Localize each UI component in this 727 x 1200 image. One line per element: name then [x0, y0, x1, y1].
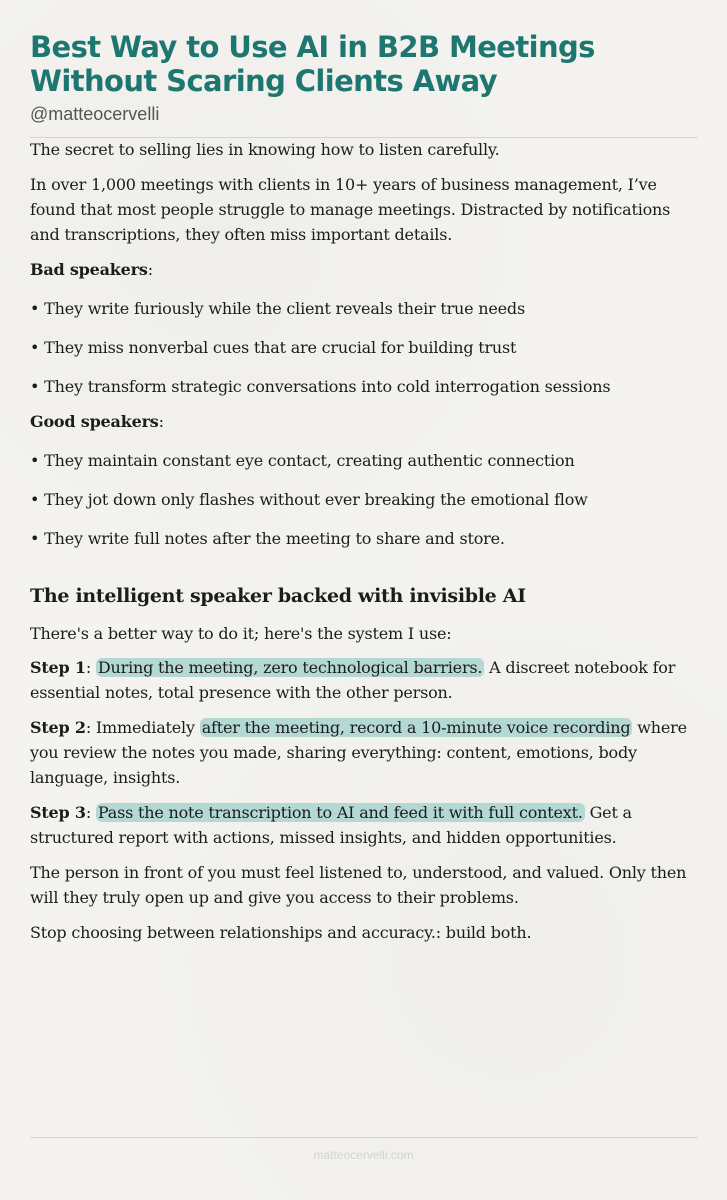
section-heading: The intelligent speaker backed with invisible AI [30, 584, 526, 607]
step-1-label: Step 1 [30, 658, 86, 678]
section-lead: There's a better way to do it; here's the system I use: [30, 623, 452, 643]
step-2 [30, 716, 698, 791]
closing-paragraph-2: Stop choosing between relationships and accuracy.: build both. [30, 923, 532, 943]
good-speakers-label: Good speakers [30, 412, 159, 432]
bullet-glyph: • [30, 489, 40, 509]
bullet-glyph: • [30, 451, 40, 471]
bad-speakers-label: Bad speakers [30, 260, 148, 280]
bad-speakers-colon: : [147, 260, 153, 280]
good-item-1 [30, 449, 698, 474]
step-2-pre: : Immediately [85, 718, 200, 738]
article-body [30, 138, 698, 946]
bullet-glyph: • [30, 299, 40, 319]
step-3-pre: : [85, 803, 96, 823]
good-item-1-text: They maintain constant eye contact, creating authentic connection [44, 451, 575, 471]
intro-paragraph-2: In over 1,000 meetings with clients in 10+ years of business management, I’ve found that most people struggle to manage meetings. Distracted by notifications and transcriptions, they often miss important details. [30, 175, 671, 245]
step-3-highlight: Pass the note transcription to AI and feed it with full context. [97, 803, 583, 823]
title-line-2: Without Scaring Clients Away [30, 64, 498, 99]
step-1-post: A discreet notebook for essential notes, total presence with the other person. [30, 658, 676, 703]
step-2-post: where you review the notes you made, sharing everything: content, emotions, body language, insights. [30, 718, 687, 788]
step-3 [30, 801, 698, 851]
good-item-3 [30, 527, 698, 552]
footer-divider [30, 1137, 698, 1138]
step-2-highlight: after the meeting, record a 10-minute voice recording [201, 718, 631, 738]
good-item-2 [30, 488, 698, 513]
bad-item-1-text: They write furiously while the client reveals their true needs [44, 299, 525, 319]
title-line-1: Best Way to Use AI in B2B Meetings [30, 30, 595, 64]
bad-item-2 [30, 336, 698, 361]
bad-item-2-text: They miss nonverbal cues that are crucial for building trust [44, 338, 517, 358]
article-title [30, 30, 698, 98]
footer-watermark: matteocervelli.com [313, 1148, 414, 1162]
bad-item-3 [30, 375, 698, 400]
bullet-glyph: • [30, 338, 40, 358]
bullet-glyph: • [30, 377, 40, 397]
bad-item-3-text: They transform strategic conversations into cold interrogation sessions [44, 377, 611, 397]
author-handle: @matteocervelli [30, 104, 160, 125]
bad-speakers-heading [30, 258, 698, 283]
step-1-highlight: During the meeting, zero technological barriers. [97, 658, 483, 678]
article [30, 30, 698, 946]
bad-item-1 [30, 297, 698, 322]
step-3-label: Step 3 [30, 803, 86, 823]
good-speakers-colon: : [158, 412, 164, 432]
bullet-glyph: • [30, 528, 40, 548]
step-1-pre: : [85, 658, 96, 678]
closing-paragraph-1: The person in front of you must feel listened to, understood, and valued. Only then will they truly open up and give you access to their problems. [30, 863, 687, 908]
step-3-post: Get a structured report with actions, missed insights, and hidden opportunities. [30, 803, 632, 848]
step-1 [30, 656, 698, 706]
good-item-3-text: They write full notes after the meeting to share and store. [44, 528, 505, 548]
intro-paragraph-1: The secret to selling lies in knowing how to listen carefully. [30, 140, 500, 160]
good-speakers-heading [30, 410, 698, 435]
good-item-2-text: They jot down only flashes without ever breaking the emotional flow [44, 489, 588, 509]
step-2-label: Step 2 [30, 718, 86, 738]
